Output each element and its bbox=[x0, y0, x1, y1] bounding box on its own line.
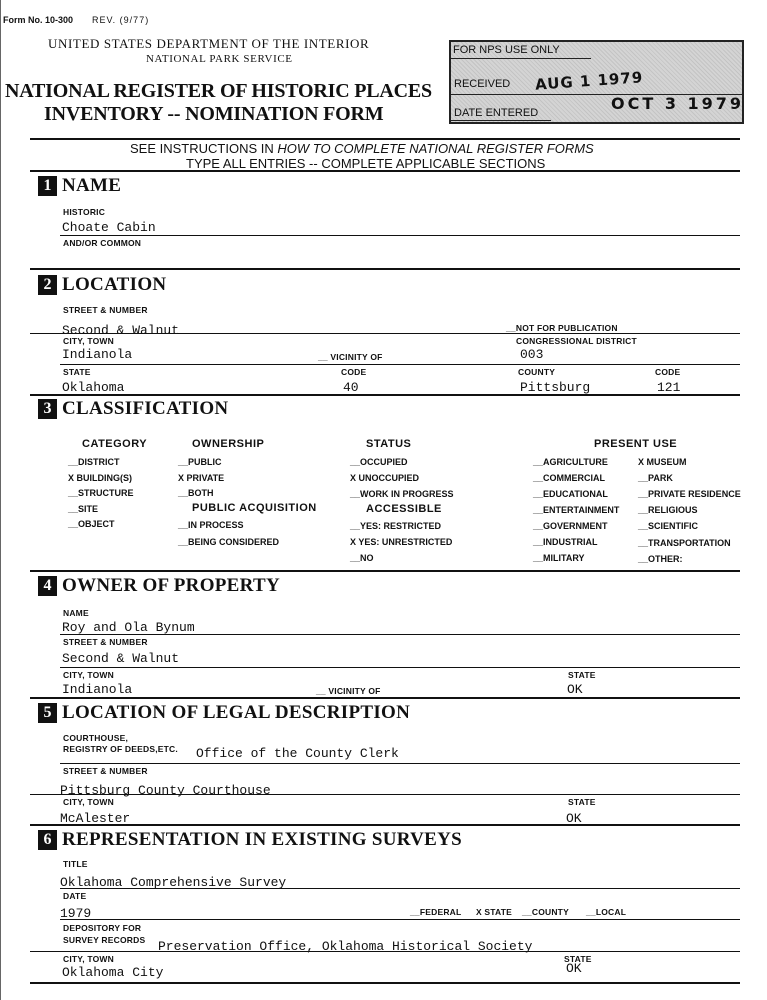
legal-street-value: Pittsburg County Courthouse bbox=[60, 783, 271, 798]
survey-date-label: DATE bbox=[63, 891, 87, 901]
instructions-line1 bbox=[130, 141, 594, 156]
level-state: X STATE bbox=[476, 907, 513, 917]
survey-title-rule bbox=[60, 888, 740, 889]
owner-city-value: Indianola bbox=[62, 682, 133, 697]
courthouse-rule bbox=[60, 763, 740, 764]
survey-title-value: Oklahoma Comprehensive Survey bbox=[60, 875, 287, 890]
category-district: __DISTRICT bbox=[68, 457, 120, 467]
depository-label-line1: DEPOSITORY FOR bbox=[63, 923, 142, 933]
ownership-public: __PUBLIC bbox=[178, 457, 222, 467]
category-object: __OBJECT bbox=[68, 519, 115, 529]
section1-top-rule bbox=[30, 170, 740, 172]
status-occupied: __OCCUPIED bbox=[350, 457, 408, 467]
public-acquisition-heading: PUBLIC ACQUISITION bbox=[192, 502, 317, 514]
present-use-heading: PRESENT USE bbox=[594, 438, 678, 450]
county-code-label: CODE bbox=[655, 367, 681, 377]
section5-number: 5 bbox=[38, 703, 57, 723]
form-title-line1: NATIONAL REGISTER OF HISTORIC PLACES bbox=[5, 80, 432, 102]
historic-rule bbox=[60, 235, 740, 236]
legal-state-value: OK bbox=[566, 811, 582, 826]
owner-city-label: CITY, TOWN bbox=[63, 670, 114, 680]
section1-title: NAME bbox=[62, 175, 122, 196]
received-label: RECEIVED bbox=[454, 78, 511, 90]
service-name: NATIONAL PARK SERVICE bbox=[146, 53, 293, 65]
section2-title: LOCATION bbox=[62, 274, 167, 295]
form-revision: REV. (9/77) bbox=[92, 15, 150, 25]
form-title-line2: INVENTORY -- NOMINATION FORM bbox=[44, 103, 384, 125]
level-county: __COUNTY bbox=[522, 907, 569, 917]
survey-city-value: Oklahoma City bbox=[62, 965, 164, 980]
survey-date-rule bbox=[60, 919, 740, 920]
section4-title: OWNER OF PROPERTY bbox=[62, 575, 281, 596]
legal-street-rule bbox=[30, 794, 740, 795]
courthouse-value: Office of the County Clerk bbox=[196, 746, 399, 761]
category-heading: CATEGORY bbox=[82, 438, 148, 450]
section3-top-rule bbox=[30, 394, 740, 396]
use-agriculture: __AGRICULTURE bbox=[533, 457, 608, 467]
legal-city-label: CITY, TOWN bbox=[63, 797, 114, 807]
section6-top-rule bbox=[30, 824, 740, 826]
use-park: __PARK bbox=[638, 473, 673, 483]
owner-street-rule bbox=[60, 667, 740, 668]
category-site: __SITE bbox=[68, 504, 99, 514]
section3-number: 3 bbox=[38, 399, 57, 419]
status-heading: STATUS bbox=[366, 438, 412, 450]
section5-title: LOCATION OF LEGAL DESCRIPTION bbox=[62, 702, 411, 723]
historic-value: Choate Cabin bbox=[62, 220, 156, 235]
accessible-no: __NO bbox=[350, 553, 374, 563]
survey-title-label: TITLE bbox=[63, 859, 88, 869]
historic-label: HISTORIC bbox=[63, 207, 106, 217]
date-entered-label: DATE ENTERED bbox=[454, 107, 539, 119]
nps-box-header: FOR NPS USE ONLY bbox=[453, 44, 560, 56]
instructions-prefix: SEE INSTRUCTIONS IN bbox=[130, 141, 278, 156]
section2-number: 2 bbox=[38, 275, 57, 295]
legal-street-label: STREET & NUMBER bbox=[63, 766, 148, 776]
ownership-private: X PRIVATE bbox=[178, 473, 225, 483]
survey-date-value: 1979 bbox=[60, 906, 92, 921]
section6-number: 6 bbox=[38, 830, 57, 850]
accessible-heading: ACCESSIBLE bbox=[366, 503, 442, 515]
depository-rule bbox=[30, 951, 740, 952]
section5-top-rule bbox=[30, 697, 740, 699]
city-rule bbox=[60, 364, 740, 365]
congressional-district-label: CONGRESSIONAL DISTRICT bbox=[516, 336, 637, 346]
use-transportation: __TRANSPORTATION bbox=[638, 538, 731, 548]
status-unoccupied: X UNOCCUPIED bbox=[350, 473, 420, 483]
use-industrial: __INDUSTRIAL bbox=[533, 537, 598, 547]
section6-title: REPRESENTATION IN EXISTING SURVEYS bbox=[62, 829, 463, 850]
acquisition-in-process: __IN PROCESS bbox=[178, 520, 244, 530]
depository-value: Preservation Office, Oklahoma Historical Society bbox=[158, 939, 533, 954]
use-military: __MILITARY bbox=[533, 553, 585, 563]
level-local: __LOCAL bbox=[586, 907, 627, 917]
accessible-unrestricted: X YES: UNRESTRICTED bbox=[350, 537, 453, 547]
owner-state-value: OK bbox=[567, 682, 583, 697]
county-code-value: 121 bbox=[657, 380, 681, 395]
owner-vicinity-of: __ VICINITY OF bbox=[316, 686, 381, 696]
courthouse-label-line1: COURTHOUSE, bbox=[63, 733, 129, 743]
owner-street-label: STREET & NUMBER bbox=[63, 637, 148, 647]
form-bottom-rule bbox=[30, 982, 740, 984]
courthouse-label-line2: REGISTRY OF DEEDS,ETC. bbox=[63, 744, 178, 754]
city-label: CITY, TOWN bbox=[63, 336, 114, 346]
left-edge bbox=[0, 0, 2, 1000]
accessible-restricted: __YES: RESTRICTED bbox=[350, 521, 442, 531]
use-commercial: __COMMERCIAL bbox=[533, 473, 606, 483]
use-scientific: __SCIENTIFIC bbox=[638, 521, 699, 531]
state-label: STATE bbox=[63, 367, 91, 377]
status-work-in-progress: __WORK IN PROGRESS bbox=[350, 489, 454, 499]
date-entered-stamp: OCT 3 1979 bbox=[611, 94, 745, 113]
owner-name-rule bbox=[60, 634, 740, 635]
owner-name-label: NAME bbox=[63, 608, 89, 618]
state-value: Oklahoma bbox=[62, 380, 125, 395]
use-educational: __EDUCATIONAL bbox=[533, 489, 608, 499]
section1-number: 1 bbox=[38, 176, 57, 196]
ownership-heading: OWNERSHIP bbox=[192, 438, 265, 450]
vicinity-of: __ VICINITY OF bbox=[318, 352, 383, 362]
street-label: STREET & NUMBER bbox=[63, 305, 148, 315]
owner-name-value: Roy and Ola Bynum bbox=[62, 620, 195, 635]
survey-state-label: STATE bbox=[564, 954, 592, 964]
section2-top-rule bbox=[30, 268, 740, 270]
use-private-residence: __PRIVATE RESIDENCE bbox=[638, 489, 741, 499]
section3-title: CLASSIFICATION bbox=[62, 398, 229, 419]
acquisition-being-considered: __BEING CONSIDERED bbox=[178, 537, 280, 547]
level-federal: __FEDERAL bbox=[410, 907, 462, 917]
city-value: Indianola bbox=[62, 347, 133, 362]
header-rule bbox=[30, 138, 740, 140]
street-rule bbox=[30, 333, 740, 334]
county-label: COUNTY bbox=[518, 367, 556, 377]
use-religious: __RELIGIOUS bbox=[638, 505, 698, 515]
section4-top-rule bbox=[30, 570, 740, 572]
category-buildings: X BUILDING(S) bbox=[68, 473, 132, 483]
street-value: Second & Walnut bbox=[62, 323, 180, 338]
survey-city-label: CITY, TOWN bbox=[63, 954, 114, 964]
section4-number: 4 bbox=[38, 576, 57, 596]
department-name: UNITED STATES DEPARTMENT OF THE INTERIOR bbox=[48, 36, 370, 51]
instructions-line2: TYPE ALL ENTRIES -- COMPLETE APPLICABLE SECTIONS bbox=[186, 156, 546, 171]
ownership-both: __BOTH bbox=[178, 488, 214, 498]
survey-state-value: OK bbox=[566, 961, 582, 976]
depository-label-line2: SURVEY RECORDS bbox=[63, 935, 146, 945]
nps-header-rule bbox=[451, 58, 591, 59]
congressional-district-value: 003 bbox=[520, 347, 544, 362]
not-for-publication: __NOT FOR PUBLICATION bbox=[506, 323, 618, 333]
form-number: Form No. 10-300 bbox=[3, 15, 74, 25]
county-value: Pittsburg bbox=[520, 380, 591, 395]
use-museum: X MUSEUM bbox=[638, 457, 687, 467]
code-value: 40 bbox=[343, 380, 359, 395]
owner-state-label: STATE bbox=[568, 670, 596, 680]
received-stamp: AUG 1 1979 bbox=[534, 68, 644, 94]
legal-state-label: STATE bbox=[568, 797, 596, 807]
instructions-italic: HOW TO COMPLETE NATIONAL REGISTER FORMS bbox=[277, 141, 594, 156]
nps-bottom-rule bbox=[451, 120, 551, 121]
common-label: AND/OR COMMON bbox=[63, 238, 142, 248]
use-other: __OTHER: bbox=[638, 554, 683, 564]
category-structure: __STRUCTURE bbox=[68, 488, 134, 498]
code-label: CODE bbox=[341, 367, 367, 377]
legal-city-value: McAlester bbox=[60, 811, 131, 826]
owner-street-value: Second & Walnut bbox=[62, 651, 180, 666]
nps-use-box bbox=[449, 40, 744, 124]
use-entertainment: __ENTERTAINMENT bbox=[533, 505, 620, 515]
use-government: __GOVERNMENT bbox=[533, 521, 608, 531]
